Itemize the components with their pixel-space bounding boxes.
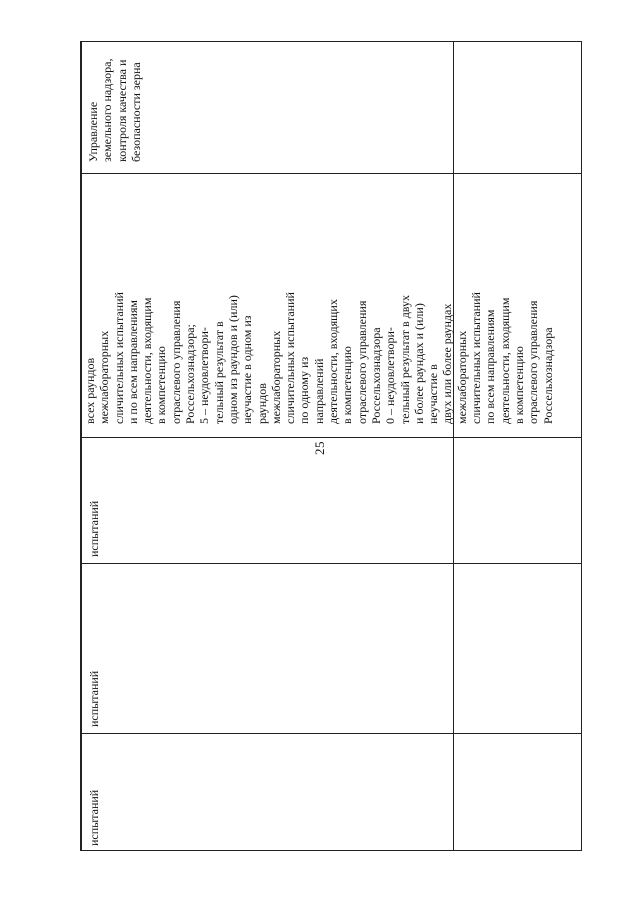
table-cell-2: испытаний (87, 670, 101, 727)
table-content (81, 42, 583, 852)
table-cell-1: испытаний (87, 789, 101, 846)
page-number: 25 (312, 441, 327, 455)
table-cell-3: испытаний (87, 500, 101, 557)
rotated-table (80, 41, 582, 851)
table-cell-4-criteria: всех раундов межлабораторных сличительных испытаний и по всем направлениям деятельности, входящим в компетенцию отраслевого управления Россельхознадзора; 5 – неудовлетвори- тельный результат в одном из раундов и (или) неучастие в одном из раундов межлабораторных сличительных испытаний по одному из направлений деятельности, входящих в компетенцию отраслевого управления Россельхознадзора 0 – неудовлетвори- тельный результат в двух и более раундах и (или) неучастие в двух или более раундах межлабораторных сличительных испытаний по всем направлениям деятельности, входящим в компетенцию отраслевого управления Россельхознадзора (83, 292, 555, 424)
table-cell-6-department: Управление земельного надзора, контроля качества и безопасности зерна (86, 58, 143, 162)
